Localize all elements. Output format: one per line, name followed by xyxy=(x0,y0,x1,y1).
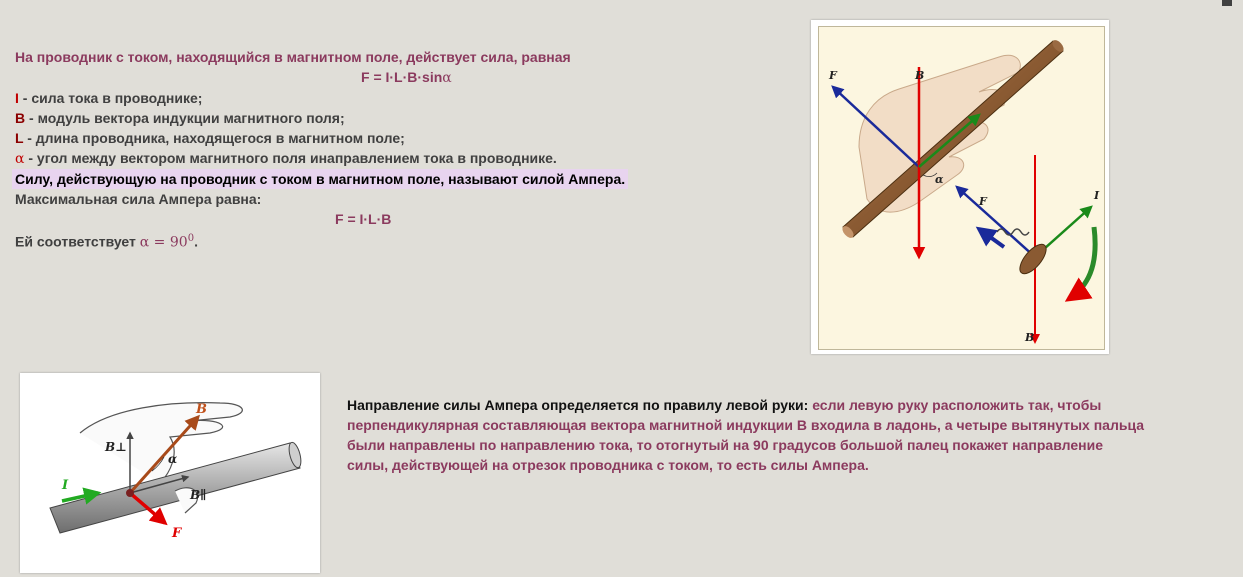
def-current: I - сила тока в проводнике; xyxy=(15,90,203,106)
def-induction: B - модуль вектора индукции магнитного поля; xyxy=(15,110,345,126)
left-hand-rule-diagram xyxy=(20,373,320,573)
label-B-par: B∥ xyxy=(190,488,207,502)
left-hand-rule-text xyxy=(347,395,1147,475)
def-length: L - длина проводника, находящегося в магнитном поле; xyxy=(15,130,405,146)
header-fragment xyxy=(1222,0,1232,6)
coil-spring xyxy=(997,229,1029,235)
label-I: I xyxy=(1094,189,1100,202)
ampere-force-illustration xyxy=(811,20,1109,354)
label-I: I xyxy=(62,478,69,493)
force-vector-F2 xyxy=(957,187,1035,257)
label-alpha: α xyxy=(168,452,178,466)
correspondence-line: Ей соответствует $\alpha = 90^0$. xyxy=(15,233,198,251)
label-F2: F xyxy=(979,195,987,208)
max-force-label: Максимальная сила Ампера равна: xyxy=(15,191,262,207)
left-hand-rule-illustration xyxy=(20,373,320,573)
formula-main: F = I·L·B·sinα xyxy=(361,69,452,86)
hand-conductor-diagram xyxy=(819,27,1104,349)
rotation-arrow xyxy=(1069,227,1095,299)
label-B2: B xyxy=(1025,331,1035,344)
label-B: B xyxy=(915,69,925,82)
rule-description: если левую руку расположить так, чтобы перпендикулярная составляющая вектора магнитной индукции В входила в ладонь, а четыре вытянутых пальца были направлены по направлению тока, то отогнутый на 90 градусов большой палец покажет направление силы, действующей на отрезок проводника с током, то есть силы Ампера. xyxy=(347,397,1145,473)
def-angle: α - угол между вектором магнитного поля инаправлением тока в проводнике. xyxy=(15,150,557,167)
theory-text xyxy=(15,47,735,253)
label-B: B xyxy=(196,402,207,417)
intro-line: На проводник с током, находящийся в магнитном поле, действует сила, равная xyxy=(15,49,571,65)
label-B-perp: B⊥ xyxy=(105,440,127,454)
label-alpha: α xyxy=(935,173,944,186)
formula-max: F = I·L·B xyxy=(335,211,392,227)
definition-highlight: Силу, действующую на проводник с током в магнитном поле, называют силой Ампера. xyxy=(15,169,735,189)
rule-lead: Направление силы Ампера определяется по правилу левой руки: xyxy=(347,397,813,413)
motion-arrow xyxy=(979,229,1004,247)
label-F: F xyxy=(829,69,837,82)
alpha-symbol: α xyxy=(442,70,452,86)
label-F: F xyxy=(172,526,182,541)
